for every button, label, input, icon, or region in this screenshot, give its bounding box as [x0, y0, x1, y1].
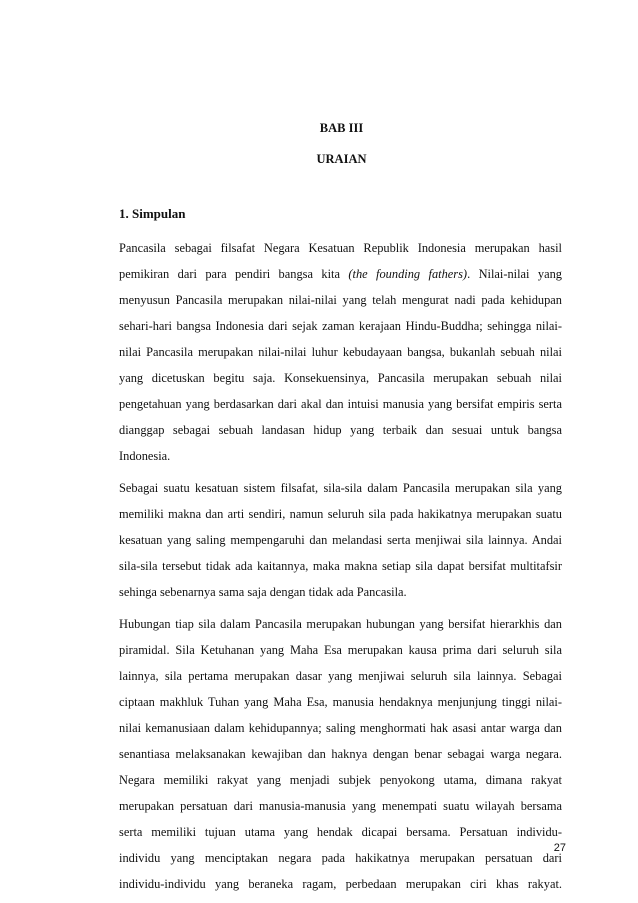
text-line: sila-sila tersebut tidak ada kaitannya, maka makna setiap sila dapat bersifat multitafsir	[119, 559, 562, 573]
chapter-title: URAIAN	[316, 152, 367, 166]
page-number: 27	[553, 842, 566, 854]
text-line: serta memiliki tujuan utama yang hendak dicapai bersama. Persatuan individu-	[119, 825, 562, 839]
text-line: individu-individu yang beraneka ragam, perbedaan merupakan ciri khas rakyat.	[119, 877, 562, 891]
text-line: Hubungan tiap sila dalam Pancasila merupakan hubungan yang bersifat hierarkhis dan	[119, 617, 562, 631]
text-line: menyusun Pancasila merupakan nilai-nilai yang telah mengurat nadi pada kehidupan	[119, 293, 562, 307]
text-line: senantiasa melaksanakan kewajiban dan haknya dengan benar sebagai warga negara.	[119, 747, 562, 761]
section-title: 1. Simpulan	[119, 206, 186, 221]
text-line: pengetahuan yang berdasarkan dari akal dan intuisi manusia yang bersifat empiris serta	[119, 397, 562, 411]
text-line: dianggap sebagai sebuah landasan hidup yang terbaik dan sesuai untuk bangsa	[119, 423, 562, 437]
text-line: sehinga sebenarnya sama saja dengan tidak ada Pancasila.	[119, 585, 407, 599]
text-line: individu yang menciptakan negara pada hakikatnya merupakan persatuan dari	[119, 851, 562, 865]
text-line: nilai Pancasila merupakan nilai-nilai luhur kebudayaan bangsa, bukanlah sebuah nilai	[119, 345, 562, 359]
text-line: piramidal. Sila Ketuhanan yang Maha Esa merupakan kausa prima dari seluruh sila	[119, 643, 562, 657]
text-line: lainnya, sila pertama merupakan dasar yang menjiwai seluruh sila lainnya. Sebagai	[119, 669, 562, 683]
text-line: sehari-hari bangsa Indonesia dari sejak zaman kerajaan Hindu-Buddha; sehingga nilai-	[119, 319, 562, 333]
text-line: memiliki makna dan arti sendiri, namun seluruh sila pada hakikatnya merupakan suatu	[119, 507, 562, 521]
text-line: nilai kemanusiaan dalam kehidupannya; saling menghormati hak asasi antar warga dan	[119, 721, 562, 735]
text-line: Sebagai suatu kesatuan sistem filsafat, sila-sila dalam Pancasila merupakan sila yang	[119, 481, 562, 495]
text-line: merupakan persatuan dari manusia-manusia yang menempati suatu wilayah bersama	[119, 799, 562, 813]
text-line: pemikiran dari para pendiri bangsa kita (the founding fathers). Nilai-nilai yang	[119, 267, 562, 281]
chapter-heading: BAB III	[319, 121, 364, 135]
text-line: yang dicetuskan begitu saja. Konsekuensinya, Pancasila merupakan sebuah nilai	[119, 371, 562, 385]
text-line: Indonesia.	[119, 449, 171, 463]
text-line: kesatuan yang saling mempengaruhi dan melandasi serta menjiwai sila lainnya. Andai	[119, 533, 562, 547]
text-line: ciptaan makhluk Tuhan yang Maha Esa, manusia hendaknya menjunjung tinggi nilai-	[119, 695, 562, 709]
text-line: Pancasila sebagai filsafat Negara Kesatuan Republik Indonesia merupakan hasil	[119, 241, 562, 255]
text-line: Negara memiliki rakyat yang menjadi subjek penyokong utama, dimana rakyat	[119, 773, 562, 787]
